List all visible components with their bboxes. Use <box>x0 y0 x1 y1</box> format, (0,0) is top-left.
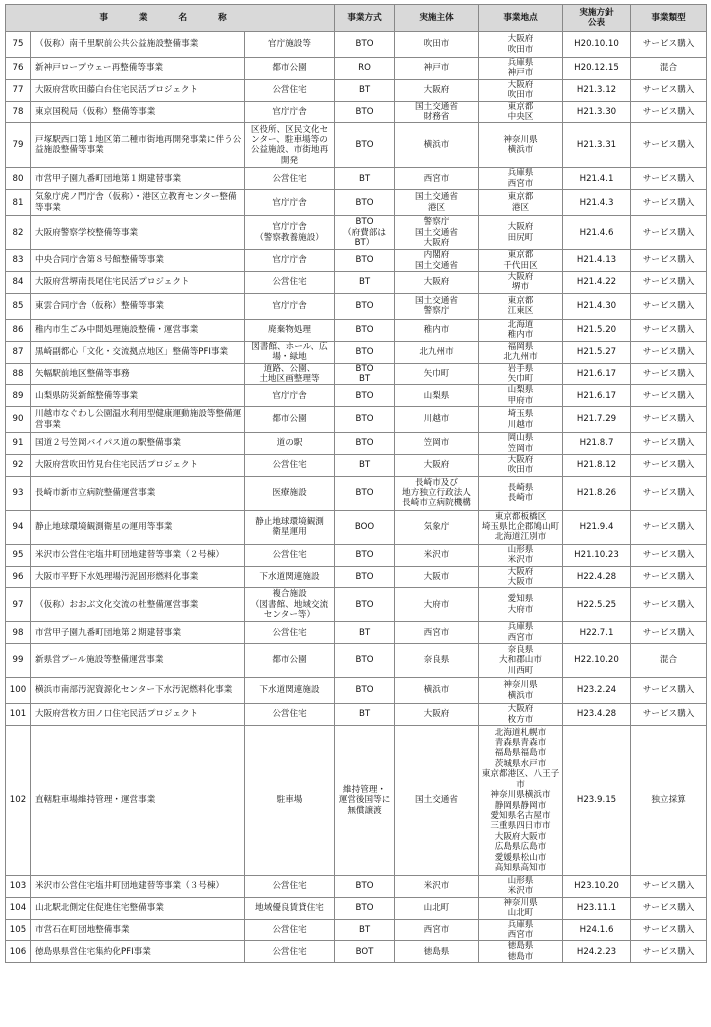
project-location: 山形県 米沢市 <box>479 876 563 898</box>
facility-type: 地域優良賃貸住宅 <box>245 897 335 919</box>
facility-type: 都市公園 <box>245 58 335 80</box>
project-location: 神奈川県 横浜市 <box>479 678 563 704</box>
row-number: 85 <box>6 293 31 319</box>
facility-type: 下水道関連施設 <box>245 678 335 704</box>
row-number: 100 <box>6 678 31 704</box>
announcement-date: H22.10.20 <box>563 644 631 678</box>
project-type: サービス購入 <box>631 79 707 101</box>
project-location: 兵庫県 神戸市 <box>479 58 563 80</box>
project-name: （仮称）おおぶ文化交流の杜整備運営事業 <box>31 588 245 622</box>
row-number: 106 <box>6 941 31 963</box>
facility-type: 公営住宅 <box>245 272 335 294</box>
project-name: 徳島県県営住宅集約化PFI事業 <box>31 941 245 963</box>
facility-type: 都市公園 <box>245 644 335 678</box>
business-method: BTO <box>335 588 395 622</box>
announcement-date: H20.10.10 <box>563 32 631 58</box>
table-row <box>6 168 707 190</box>
implementing-body: 内閣府 国土交通省 <box>395 250 479 272</box>
project-name: 東雲合同庁舎（仮称）整備等事業 <box>31 293 245 319</box>
announcement-date: H21.3.12 <box>563 79 631 101</box>
project-type: サービス購入 <box>631 919 707 941</box>
project-name: 新県営プール施設等整備運営事業 <box>31 644 245 678</box>
project-location: 大阪府 枚方市 <box>479 704 563 726</box>
project-location: 兵庫県 西宮市 <box>479 168 563 190</box>
project-name: 市営甲子園九番町団地第１期建替事業 <box>31 168 245 190</box>
facility-type: 駐車場 <box>245 726 335 876</box>
announcement-date: H21.6.17 <box>563 385 631 407</box>
table-row <box>6 407 707 433</box>
project-name: 中央合同庁舎第８号館整備等事業 <box>31 250 245 272</box>
row-number: 96 <box>6 566 31 588</box>
project-name: （仮称）南千里駅前公共公益施設整備事業 <box>31 32 245 58</box>
project-name: 静止地球環境観測衛星の運用等事業 <box>31 510 245 544</box>
facility-type: 公営住宅 <box>245 941 335 963</box>
implementing-body: 笠岡市 <box>395 433 479 455</box>
announcement-date: H22.4.28 <box>563 566 631 588</box>
implementing-body: 北九州市 <box>395 341 479 363</box>
project-type: サービス購入 <box>631 101 707 123</box>
business-method: BTO BT <box>335 363 395 385</box>
announcement-date: H21.10.23 <box>563 544 631 566</box>
project-type: サービス購入 <box>631 566 707 588</box>
project-name: 大阪府営枚方田ノ口住宅民活プロジェクト <box>31 704 245 726</box>
project-name: 矢幅駅前地区整備等事務 <box>31 363 245 385</box>
header-type: 事業類型 <box>631 5 707 32</box>
project-type: サービス購入 <box>631 32 707 58</box>
facility-type: 官庁庁舎 <box>245 385 335 407</box>
row-number: 86 <box>6 319 31 341</box>
announcement-date: H21.6.17 <box>563 363 631 385</box>
project-name: 大阪市平野下水処理場汚泥固形燃料化事業 <box>31 566 245 588</box>
row-number: 94 <box>6 510 31 544</box>
announcement-date: H22.7.1 <box>563 622 631 644</box>
row-number: 81 <box>6 190 31 216</box>
announcement-date: H24.1.6 <box>563 919 631 941</box>
project-type: サービス購入 <box>631 704 707 726</box>
implementing-body: 大阪府 <box>395 704 479 726</box>
facility-type: 複合施設 （図書館、地域交流センター等） <box>245 588 335 622</box>
row-number: 98 <box>6 622 31 644</box>
row-number: 105 <box>6 919 31 941</box>
business-method: BT <box>335 919 395 941</box>
table-row <box>6 588 707 622</box>
announcement-date: H21.8.26 <box>563 476 631 510</box>
facility-type: 公営住宅 <box>245 168 335 190</box>
project-location: 愛知県 大府市 <box>479 588 563 622</box>
implementing-body: 国土交通省 警察庁 <box>395 293 479 319</box>
table-row <box>6 190 707 216</box>
business-method: BT <box>335 79 395 101</box>
project-location: 東京都 千代田区 <box>479 250 563 272</box>
project-location: 福岡県 北九州市 <box>479 341 563 363</box>
project-name: 山北駅北側定住促進住宅整備事業 <box>31 897 245 919</box>
facility-type: 道路、公園、 土地区画整理等 <box>245 363 335 385</box>
project-name: 戸塚駅西口第１地区第二種市街地再開発事業に伴う公益施設整備等事業 <box>31 123 245 168</box>
project-name: 米沢市公営住宅塩井町団地建替等事業（２号棟） <box>31 544 245 566</box>
facility-type: 医療施設 <box>245 476 335 510</box>
table-row <box>6 293 707 319</box>
project-name: 直轄駐車場維持管理・運営事業 <box>31 726 245 876</box>
project-type: サービス購入 <box>631 544 707 566</box>
project-location: 山形県 米沢市 <box>479 544 563 566</box>
implementing-body: 西宮市 <box>395 168 479 190</box>
business-method: 維持管理・ 運営後国等に 無償譲渡 <box>335 726 395 876</box>
table-row <box>6 123 707 168</box>
project-type: サービス購入 <box>631 319 707 341</box>
project-type: サービス購入 <box>631 123 707 168</box>
implementing-body: 大阪市 <box>395 566 479 588</box>
project-type: サービス購入 <box>631 476 707 510</box>
project-name: 市営甲子園九番町団地第２期建替事業 <box>31 622 245 644</box>
business-method: BTO <box>335 566 395 588</box>
implementing-body: 徳島県 <box>395 941 479 963</box>
project-name: 山梨県防災新館整備等事業 <box>31 385 245 407</box>
announcement-date: H21.4.1 <box>563 168 631 190</box>
facility-type: 公営住宅 <box>245 544 335 566</box>
business-method: BTO <box>335 32 395 58</box>
implementing-body: 警察庁 国土交通省 大阪府 <box>395 216 479 250</box>
table-row <box>6 216 707 250</box>
project-type: サービス購入 <box>631 385 707 407</box>
project-name: 稚内市生ごみ中間処理施設整備・運営事業 <box>31 319 245 341</box>
announcement-date: H23.4.28 <box>563 704 631 726</box>
project-type: 混合 <box>631 644 707 678</box>
announcement-date: H21.3.30 <box>563 101 631 123</box>
announcement-date: H21.8.7 <box>563 433 631 455</box>
business-method: BTO <box>335 341 395 363</box>
row-number: 84 <box>6 272 31 294</box>
announcement-date: H21.4.6 <box>563 216 631 250</box>
announcement-date: H21.3.31 <box>563 123 631 168</box>
business-method: BT <box>335 168 395 190</box>
table-row <box>6 32 707 58</box>
project-type: 混合 <box>631 58 707 80</box>
row-number: 103 <box>6 876 31 898</box>
table-row <box>6 385 707 407</box>
header-place: 事業地点 <box>479 5 563 32</box>
project-name: 新神戸ロープウェー再整備等事業 <box>31 58 245 80</box>
project-type: 独立採算 <box>631 726 707 876</box>
project-type: サービス購入 <box>631 876 707 898</box>
facility-type: 公営住宅 <box>245 704 335 726</box>
announcement-date: H23.10.20 <box>563 876 631 898</box>
header-date: 実施方針 公表 <box>563 5 631 32</box>
row-number: 75 <box>6 32 31 58</box>
table-row <box>6 319 707 341</box>
row-number: 95 <box>6 544 31 566</box>
business-method: BTO <box>335 476 395 510</box>
implementing-body: 米沢市 <box>395 544 479 566</box>
header-method: 事業方式 <box>335 5 395 32</box>
business-method: BTO （府費部はBT） <box>335 216 395 250</box>
announcement-date: H21.8.12 <box>563 454 631 476</box>
project-type: サービス購入 <box>631 407 707 433</box>
project-location: 東京都 江東区 <box>479 293 563 319</box>
announcement-date: H23.2.24 <box>563 678 631 704</box>
business-method: BT <box>335 622 395 644</box>
table-row <box>6 341 707 363</box>
facility-type: 公営住宅 <box>245 454 335 476</box>
table-row <box>6 644 707 678</box>
row-number: 82 <box>6 216 31 250</box>
project-location: 北海道札幌市 青森県青森市 福島県福島市 茨城県水戸市 東京都港区、八王子市 神奈川県横浜市 静岡県静岡市 愛知県名古屋市 三重県四日市市 大阪府大阪市 広島県広島市 愛媛県松山市 高知県高知市 <box>479 726 563 876</box>
row-number: 102 <box>6 726 31 876</box>
table-row <box>6 476 707 510</box>
table-row <box>6 678 707 704</box>
project-location: 東京都 中央区 <box>479 101 563 123</box>
facility-type: 公営住宅 <box>245 79 335 101</box>
business-method: BTO <box>335 190 395 216</box>
table-row <box>6 79 707 101</box>
implementing-body: 川越市 <box>395 407 479 433</box>
implementing-body: 大阪府 <box>395 272 479 294</box>
table-row <box>6 510 707 544</box>
row-number: 97 <box>6 588 31 622</box>
implementing-body: 吹田市 <box>395 32 479 58</box>
facility-type: 都市公園 <box>245 407 335 433</box>
project-type: サービス購入 <box>631 454 707 476</box>
implementing-body: 横浜市 <box>395 678 479 704</box>
table-row <box>6 704 707 726</box>
project-name: 横浜市南部汚泥資源化センター下水汚泥燃料化事業 <box>31 678 245 704</box>
business-method: BTO <box>335 293 395 319</box>
project-location: 大阪府 吹田市 <box>479 79 563 101</box>
project-type: サービス購入 <box>631 363 707 385</box>
business-method: RO <box>335 58 395 80</box>
implementing-body: 大府市 <box>395 588 479 622</box>
announcement-date: H21.5.27 <box>563 341 631 363</box>
announcement-date: H21.4.22 <box>563 272 631 294</box>
table-row <box>6 876 707 898</box>
project-type: サービス購入 <box>631 588 707 622</box>
announcement-date: H21.4.30 <box>563 293 631 319</box>
business-method: BT <box>335 704 395 726</box>
project-name: 市営石在町団地整備事業 <box>31 919 245 941</box>
business-method: BT <box>335 272 395 294</box>
facility-type: 公営住宅 <box>245 876 335 898</box>
table-row <box>6 433 707 455</box>
implementing-body: 横浜市 <box>395 123 479 168</box>
row-number: 83 <box>6 250 31 272</box>
implementing-body: 国土交通省 港区 <box>395 190 479 216</box>
implementing-body: 長崎市及び 地方独立行政法人 長崎市立病院機構 <box>395 476 479 510</box>
project-name: 大阪府営吹田藤白台住宅民活プロジェクト <box>31 79 245 101</box>
business-method: BTO <box>335 678 395 704</box>
business-method: BTO <box>335 544 395 566</box>
row-number: 92 <box>6 454 31 476</box>
announcement-date: H21.4.3 <box>563 190 631 216</box>
project-name: 大阪府警察学校整備等事業 <box>31 216 245 250</box>
header-name: 事 業 名 称 <box>6 5 335 32</box>
facility-type: 廃棄物処理 <box>245 319 335 341</box>
facility-type: 道の駅 <box>245 433 335 455</box>
project-location: 大阪府 吹田市 <box>479 454 563 476</box>
table-row <box>6 897 707 919</box>
facility-type: 静止地球環境観測 衛星運用 <box>245 510 335 544</box>
table-header <box>6 5 707 32</box>
project-type: サービス購入 <box>631 250 707 272</box>
implementing-body: 奈良県 <box>395 644 479 678</box>
table-row <box>6 919 707 941</box>
business-method: BTO <box>335 407 395 433</box>
row-number: 78 <box>6 101 31 123</box>
facility-type: 公営住宅 <box>245 622 335 644</box>
project-type: サービス購入 <box>631 678 707 704</box>
business-method: BOT <box>335 941 395 963</box>
project-name: 国道２号笠岡バイパス道の駅整備事業 <box>31 433 245 455</box>
table-row <box>6 58 707 80</box>
announcement-date: H21.4.13 <box>563 250 631 272</box>
project-location: 大阪府 吹田市 <box>479 32 563 58</box>
announcement-date: H21.7.29 <box>563 407 631 433</box>
business-method: BTO <box>335 433 395 455</box>
table-row <box>6 941 707 963</box>
announcement-date: H21.9.4 <box>563 510 631 544</box>
implementing-body: 国土交通省 <box>395 726 479 876</box>
row-number: 89 <box>6 385 31 407</box>
project-type: サービス購入 <box>631 293 707 319</box>
project-type: サービス購入 <box>631 190 707 216</box>
project-location: 岡山県 笠岡市 <box>479 433 563 455</box>
project-location: 北海道 稚内市 <box>479 319 563 341</box>
implementing-body: 大阪府 <box>395 454 479 476</box>
project-type: サービス購入 <box>631 941 707 963</box>
implementing-body: 米沢市 <box>395 876 479 898</box>
row-number: 79 <box>6 123 31 168</box>
implementing-body: 気象庁 <box>395 510 479 544</box>
facility-type: 官庁庁舎 <box>245 293 335 319</box>
project-type: サービス購入 <box>631 341 707 363</box>
row-number: 76 <box>6 58 31 80</box>
row-number: 104 <box>6 897 31 919</box>
facility-type: 官庁施設等 <box>245 32 335 58</box>
implementing-body: 神戸市 <box>395 58 479 80</box>
project-name: 川越市なぐわし公園温水利用型健康運動施設等整備運営事業 <box>31 407 245 433</box>
facility-type: 下水道関連施設 <box>245 566 335 588</box>
facility-type: 官庁庁舎 <box>245 250 335 272</box>
facility-type: 官庁庁舎 （警察教養施設） <box>245 216 335 250</box>
facility-type: 図書館、ホール、広場・緑地 <box>245 341 335 363</box>
project-type: サービス購入 <box>631 216 707 250</box>
facility-type: 公営住宅 <box>245 919 335 941</box>
project-name: 黒崎副都心「文化・交流拠点地区」整備等PFI事業 <box>31 341 245 363</box>
project-name: 大阪府営吹田竹見台住宅民活プロジェクト <box>31 454 245 476</box>
business-method: BTO <box>335 319 395 341</box>
table-row <box>6 544 707 566</box>
project-type: サービス購入 <box>631 272 707 294</box>
implementing-body: 西宮市 <box>395 919 479 941</box>
project-location: 山梨県 甲府市 <box>479 385 563 407</box>
announcement-date: H23.11.1 <box>563 897 631 919</box>
implementing-body: 国土交通省 財務省 <box>395 101 479 123</box>
business-method: BT <box>335 454 395 476</box>
project-location: 長崎県 長崎市 <box>479 476 563 510</box>
business-method: BTO <box>335 250 395 272</box>
implementing-body: 矢巾町 <box>395 363 479 385</box>
table-row <box>6 622 707 644</box>
row-number: 93 <box>6 476 31 510</box>
table-row <box>6 272 707 294</box>
facility-type: 官庁庁舎 <box>245 190 335 216</box>
project-location: 兵庫県 西宮市 <box>479 622 563 644</box>
project-name: 米沢市公営住宅塩井町団地建替等事業（３号棟） <box>31 876 245 898</box>
project-location: 神奈川県 横浜市 <box>479 123 563 168</box>
announcement-date: H20.12.15 <box>563 58 631 80</box>
table-row <box>6 250 707 272</box>
project-location: 奈良県 大和郡山市 川西町 <box>479 644 563 678</box>
announcement-date: H23.9.15 <box>563 726 631 876</box>
business-method: BTO <box>335 897 395 919</box>
announcement-date: H22.5.25 <box>563 588 631 622</box>
implementing-body: 山北町 <box>395 897 479 919</box>
row-number: 87 <box>6 341 31 363</box>
row-number: 91 <box>6 433 31 455</box>
header-body: 実施主体 <box>395 5 479 32</box>
table-row <box>6 363 707 385</box>
project-name: 気象庁虎ノ門庁舎（仮称）・港区立教育センター整備等事業 <box>31 190 245 216</box>
row-number: 101 <box>6 704 31 726</box>
project-location: 大阪府 堺市 <box>479 272 563 294</box>
project-location: 大阪府 田尻町 <box>479 216 563 250</box>
project-location: 埼玉県 川越市 <box>479 407 563 433</box>
project-name: 大阪府営堺南長尾住宅民活プロジェクト <box>31 272 245 294</box>
project-type: サービス購入 <box>631 622 707 644</box>
table-row <box>6 454 707 476</box>
implementing-body: 稚内市 <box>395 319 479 341</box>
row-number: 99 <box>6 644 31 678</box>
project-location: 東京都 港区 <box>479 190 563 216</box>
facility-type: 官庁庁舎 <box>245 101 335 123</box>
table-row <box>6 566 707 588</box>
project-name: 長崎市新市立病院整備運営事業 <box>31 476 245 510</box>
project-type: サービス購入 <box>631 433 707 455</box>
table-row <box>6 101 707 123</box>
table-row <box>6 726 707 876</box>
implementing-body: 西宮市 <box>395 622 479 644</box>
project-type: サービス購入 <box>631 897 707 919</box>
pfi-project-table-wrapper <box>5 4 706 963</box>
project-name: 東京国税局（仮称）整備等事業 <box>31 101 245 123</box>
project-location: 岩手県 矢巾町 <box>479 363 563 385</box>
implementing-body: 山梨県 <box>395 385 479 407</box>
project-location: 東京都板橋区 埼玉県比企郡鳩山町 北海道江別市 <box>479 510 563 544</box>
business-method: BTO <box>335 876 395 898</box>
announcement-date: H24.2.23 <box>563 941 631 963</box>
table-body <box>6 32 707 963</box>
business-method: BTO <box>335 644 395 678</box>
business-method: BOO <box>335 510 395 544</box>
row-number: 88 <box>6 363 31 385</box>
project-location: 大阪府 大阪市 <box>479 566 563 588</box>
project-location: 徳島県 徳島市 <box>479 941 563 963</box>
facility-type: 区役所、区民文化センター、駐車場等の公益施設、市街地再開発 <box>245 123 335 168</box>
row-number: 90 <box>6 407 31 433</box>
business-method: BTO <box>335 123 395 168</box>
row-number: 80 <box>6 168 31 190</box>
project-type: サービス購入 <box>631 168 707 190</box>
business-method: BTO <box>335 385 395 407</box>
business-method: BTO <box>335 101 395 123</box>
project-location: 兵庫県 西宮市 <box>479 919 563 941</box>
project-location: 神奈川県 山北町 <box>479 897 563 919</box>
row-number: 77 <box>6 79 31 101</box>
announcement-date: H21.5.20 <box>563 319 631 341</box>
pfi-project-table <box>5 4 707 963</box>
implementing-body: 大阪府 <box>395 79 479 101</box>
project-type: サービス購入 <box>631 510 707 544</box>
